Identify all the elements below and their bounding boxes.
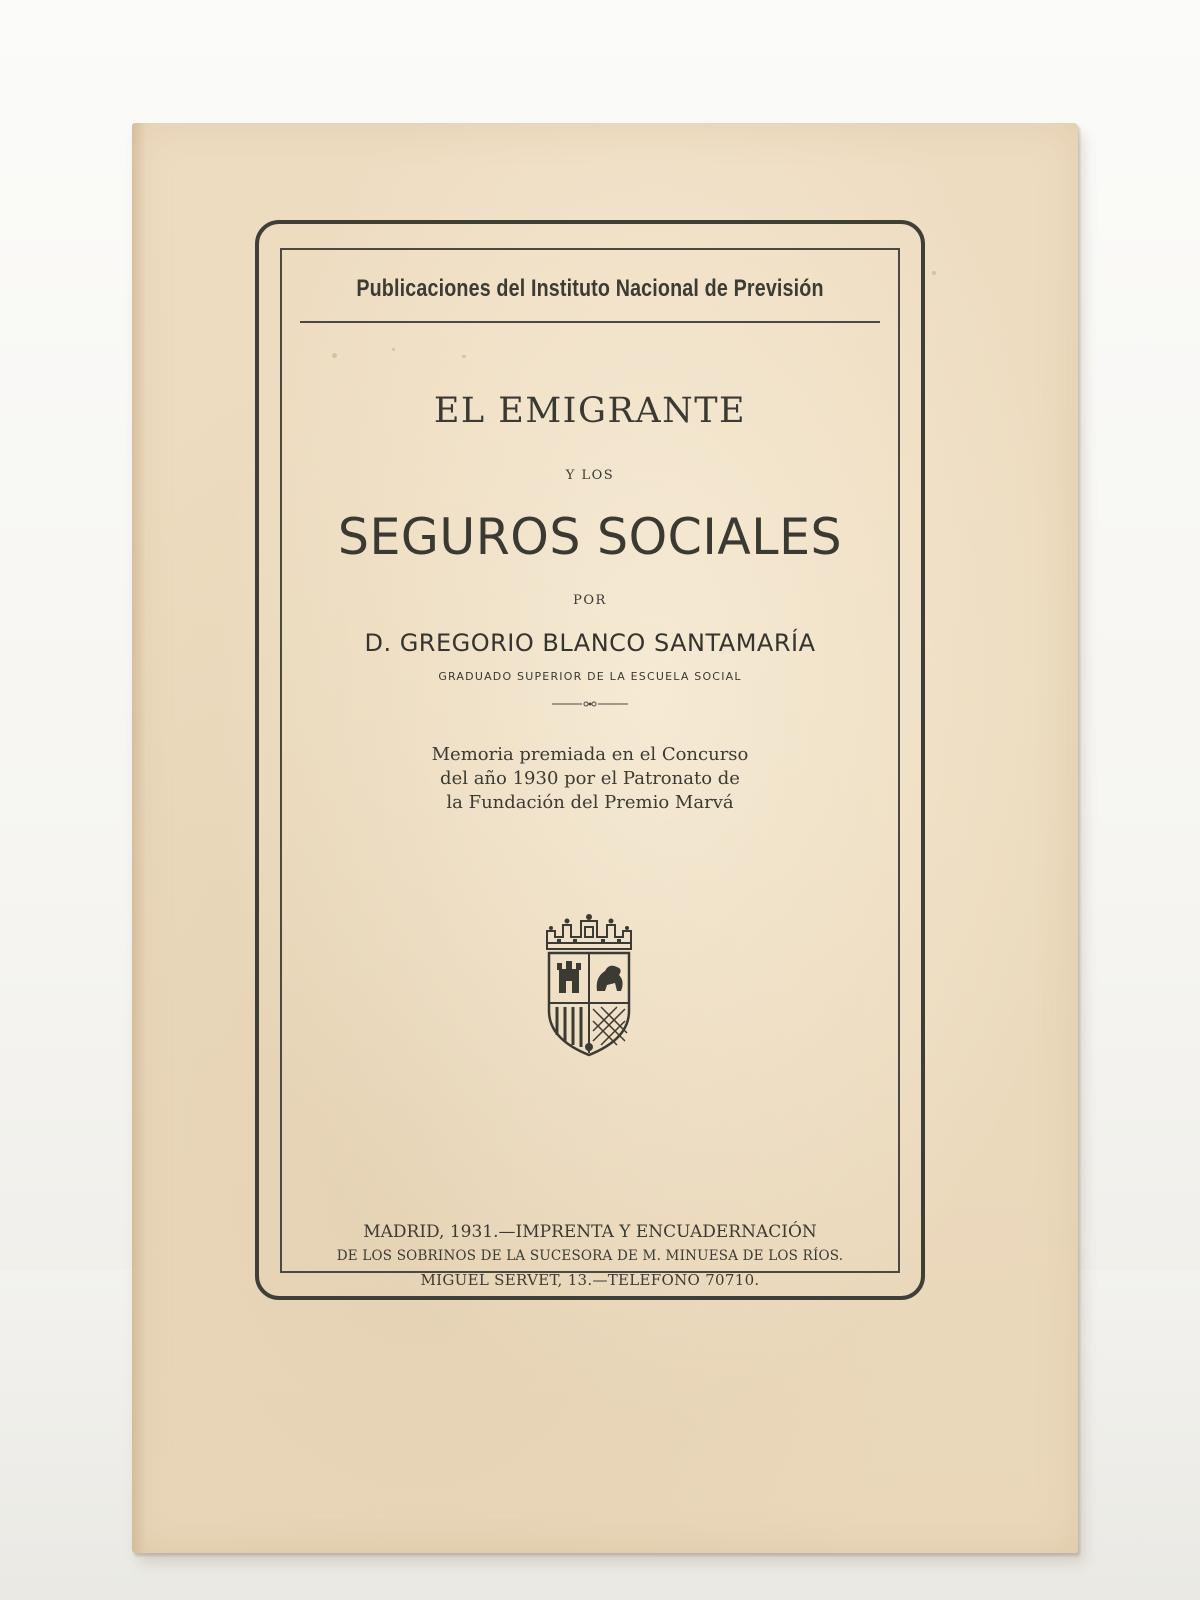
foxing-spot — [932, 271, 936, 275]
imprint-line: MADRID, 1931.—IMPRENTA Y ENCUADERNACIÓN — [363, 1222, 817, 1242]
book-spine-edge — [132, 123, 146, 1553]
author-credential: GRADUADO SUPERIOR DE LA ESCUELA SOCIAL — [438, 670, 742, 683]
imprint-line: DE LOS SOBRINOS DE LA SUCESORA DE M. MINUESA DE LOS RÍOS. — [336, 1248, 844, 1264]
title-connector: Y LOS — [565, 468, 615, 483]
imprint-line: MIGUEL SERVET, 13.—TELÉFONO 70710. — [420, 1271, 760, 1289]
prize-note — [280, 743, 900, 815]
imprint-block — [280, 1220, 900, 1292]
prize-note-line: del año 1930 por el Patronato de — [440, 768, 740, 789]
byline-label: POR — [573, 593, 607, 608]
book-cover — [132, 123, 1078, 1553]
header-rule — [300, 321, 880, 323]
prize-note-line: Memoria premiada en el Concurso — [431, 744, 749, 765]
title-main: EL EMIGRANTE — [433, 391, 747, 431]
ornament-divider-icon — [552, 699, 628, 709]
prize-note-line: la Fundación del Premio Marvá — [446, 792, 734, 813]
coat-of-arms-icon — [537, 911, 641, 1061]
publisher-series: Publicaciones del Instituto Nacional de Previsión — [356, 275, 824, 302]
title-secondary: SEGUROS SOCIALES — [337, 508, 843, 566]
author-name: D. GREGORIO BLANCO SANTAMARÍA — [364, 629, 816, 657]
